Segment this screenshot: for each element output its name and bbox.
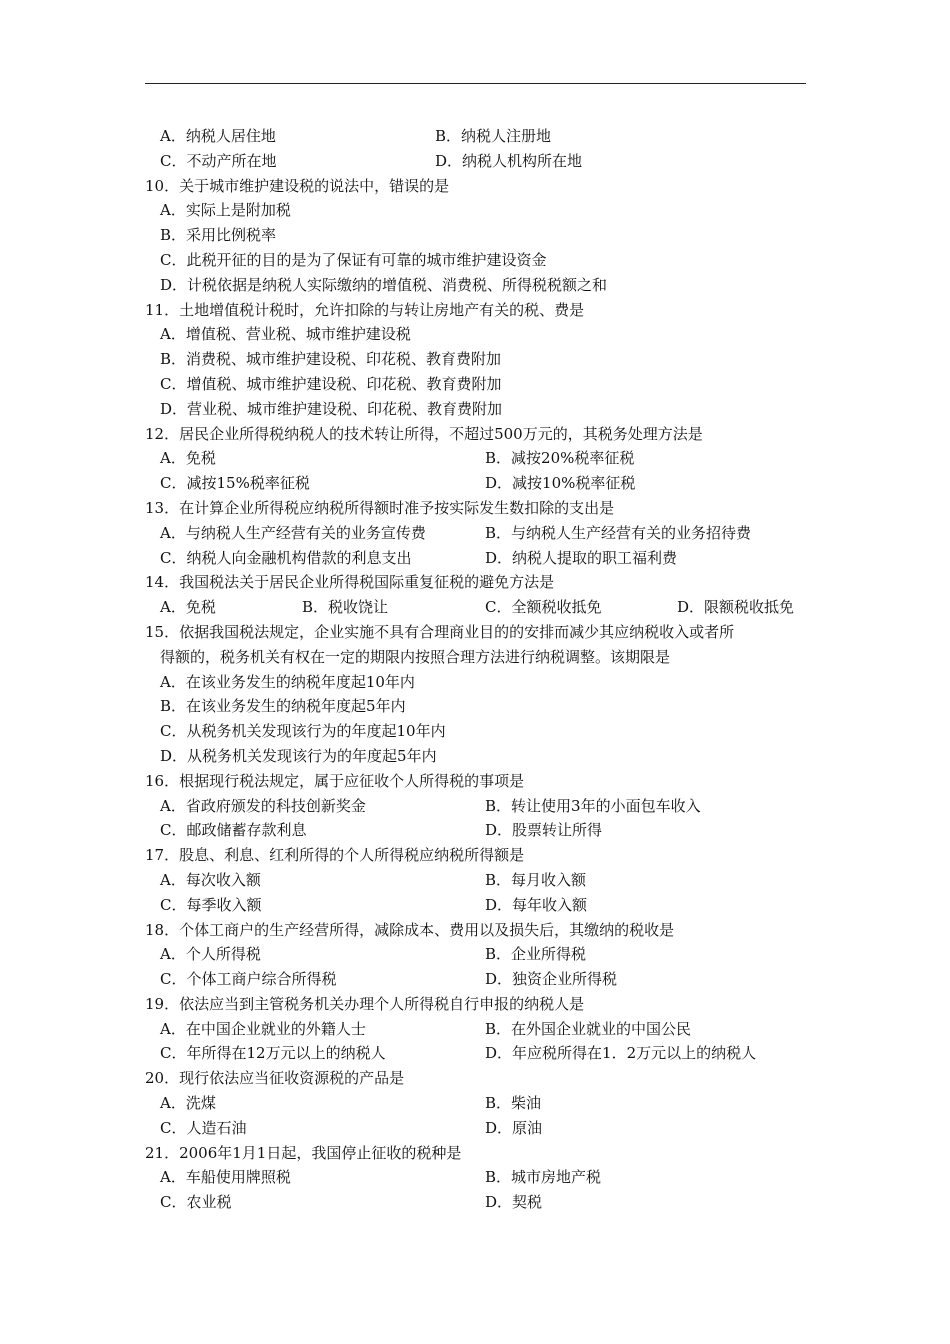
option-a: A．车船使用牌照税 xyxy=(160,1168,291,1187)
option-row xyxy=(145,149,815,174)
option-c: C．每季收入额 xyxy=(160,895,262,914)
question-stem: 10．关于城市维护建设税的说法中，错误的是 xyxy=(145,176,450,195)
option-row xyxy=(145,546,815,571)
question-stem: 14．我国税法关于居民企业所得税国际重复征税的避免方法是 xyxy=(145,573,555,592)
option-a: A．个人所得税 xyxy=(160,945,261,964)
option-b: B．柴油 xyxy=(485,1094,542,1113)
option-row xyxy=(145,794,815,819)
option-b: B．企业所得税 xyxy=(485,945,587,964)
option-b: B．转让使用3年的小面包车收入 xyxy=(485,796,701,815)
option-d: D．减按10%税率征税 xyxy=(485,474,636,493)
option-c: C．不动产所在地 xyxy=(160,151,277,170)
option-a: A．省政府颁发的科技创新奖金 xyxy=(160,796,366,815)
option-a: A．在该业务发生的纳税年度起10年内 xyxy=(160,672,415,691)
option-row xyxy=(145,1190,815,1215)
option-row xyxy=(145,595,815,620)
option-a: A．洗煤 xyxy=(160,1094,216,1113)
question-stem: 17．股息、利息、红利所得的个人所得税应纳税所得额是 xyxy=(145,846,525,865)
question-stem: 18．个体工商户的生产经营所得，减除成本、费用以及损失后，其缴纳的税收是 xyxy=(145,920,675,939)
option-c: C．增值税、城市维护建设税、印花税、教育费附加 xyxy=(160,374,502,393)
question-stem: 21．2006年1月1日起，我国停止征收的税种是 xyxy=(145,1143,462,1162)
question-stem: 19．依法应当到主管税务机关办理个人所得税自行申报的纳税人是 xyxy=(145,994,585,1013)
option-d: D．限额税收抵免 xyxy=(677,598,795,617)
option-a: A．纳税人居住地 xyxy=(160,127,276,145)
option-d: D．年应税所得在1．2万元以上的纳税人 xyxy=(485,1044,757,1063)
option-b: B．减按20%税率征税 xyxy=(485,449,635,468)
option-c: C．全额税收抵免 xyxy=(485,598,602,617)
option-row xyxy=(145,967,815,992)
option-b: B．纳税人注册地 xyxy=(435,127,552,145)
option-c: C．纳税人向金融机构借款的利息支出 xyxy=(160,548,412,567)
option-c: C．个体工商户综合所得税 xyxy=(160,970,337,989)
option-c: C．农业税 xyxy=(160,1193,232,1212)
question-stem: 15．依据我国税法规定，企业实施不具有合理商业目的的安排而减少其应纳税收入或者所 xyxy=(145,622,735,641)
option-row xyxy=(145,1091,815,1116)
option-a: A．免税 xyxy=(160,449,216,468)
option-row xyxy=(145,942,815,967)
option-d: D．股票转让所得 xyxy=(485,821,603,840)
option-d: D．纳税人提取的职工福利费 xyxy=(485,548,678,567)
option-row xyxy=(145,1165,815,1190)
option-a: A．与纳税人生产经营有关的业务宣传费 xyxy=(160,523,426,542)
option-b: B．城市房地产税 xyxy=(485,1168,602,1187)
option-d: D．计税依据是纳税人实际缴纳的增值税、消费税、所得税税额之和 xyxy=(160,275,608,294)
option-b: B．采用比例税率 xyxy=(160,226,277,245)
question-list xyxy=(145,124,815,1215)
option-row xyxy=(145,1116,815,1141)
question-stem: 13．在计算企业所得税应纳税所得额时准予按实际发生数扣除的支出是 xyxy=(145,498,615,517)
option-b: B．税收饶让 xyxy=(302,598,389,617)
option-a: A．免税 xyxy=(160,598,216,617)
option-row xyxy=(145,446,815,471)
option-c: C．从税务机关发现该行为的年度起10年内 xyxy=(160,722,446,741)
option-a: A．在中国企业就业的外籍人士 xyxy=(160,1019,366,1038)
question-stem: 16．根据现行税法规定，属于应征收个人所得税的事项是 xyxy=(145,771,525,790)
option-row xyxy=(145,868,815,893)
option-c: C．此税开征的目的是为了保证有可靠的城市维护建设资金 xyxy=(160,250,547,269)
option-row xyxy=(145,471,815,496)
option-d: D．契税 xyxy=(485,1193,543,1212)
option-row xyxy=(145,893,815,918)
option-row xyxy=(145,818,815,843)
option-d: D．原油 xyxy=(485,1118,543,1137)
option-b: B．消费税、城市维护建设税、印花税、教育费附加 xyxy=(160,350,502,369)
question-stem: 11．土地增值税计税时，允许扣除的与转让房地产有关的税、费是 xyxy=(145,300,585,319)
option-c: C．人造石油 xyxy=(160,1118,247,1137)
option-row xyxy=(145,521,815,546)
option-d: D．营业税、城市维护建设税、印花税、教育费附加 xyxy=(160,399,503,418)
option-row xyxy=(145,124,815,149)
option-row xyxy=(145,1017,815,1042)
option-a: A．每次收入额 xyxy=(160,870,261,889)
option-b: B．与纳税人生产经营有关的业务招待费 xyxy=(485,523,752,542)
option-c: C．年所得在12万元以上的纳税人 xyxy=(160,1044,386,1063)
option-d: D．独资企业所得税 xyxy=(485,970,618,989)
option-d: D．从税务机关发现该行为的年度起5年内 xyxy=(160,746,437,765)
option-c: C．邮政储蓄存款利息 xyxy=(160,821,307,840)
option-a: A．增值税、营业税、城市维护建设税 xyxy=(160,325,411,344)
option-c: C．减按15%税率征税 xyxy=(160,474,310,493)
option-row xyxy=(145,1041,815,1066)
question-stem-continued: 得额的，税务机关有权在一定的期限内按照合理方法进行纳税调整。该期限是 xyxy=(160,647,671,666)
option-b: B．在外国企业就业的中国公民 xyxy=(485,1019,692,1038)
header-rule xyxy=(145,83,806,84)
question-stem: 12．居民企业所得税纳税人的技术转让所得，不超过500万元的，其税务处理方法是 xyxy=(145,424,703,443)
option-a: A．实际上是附加税 xyxy=(160,201,291,220)
option-d: D．每年收入额 xyxy=(485,895,588,914)
question-stem: 20．现行依法应当征收资源税的产品是 xyxy=(145,1069,405,1088)
option-d: D．纳税人机构所在地 xyxy=(435,151,583,170)
option-b: B．每月收入额 xyxy=(485,870,587,889)
option-b: B．在该业务发生的纳税年度起5年内 xyxy=(160,697,406,716)
